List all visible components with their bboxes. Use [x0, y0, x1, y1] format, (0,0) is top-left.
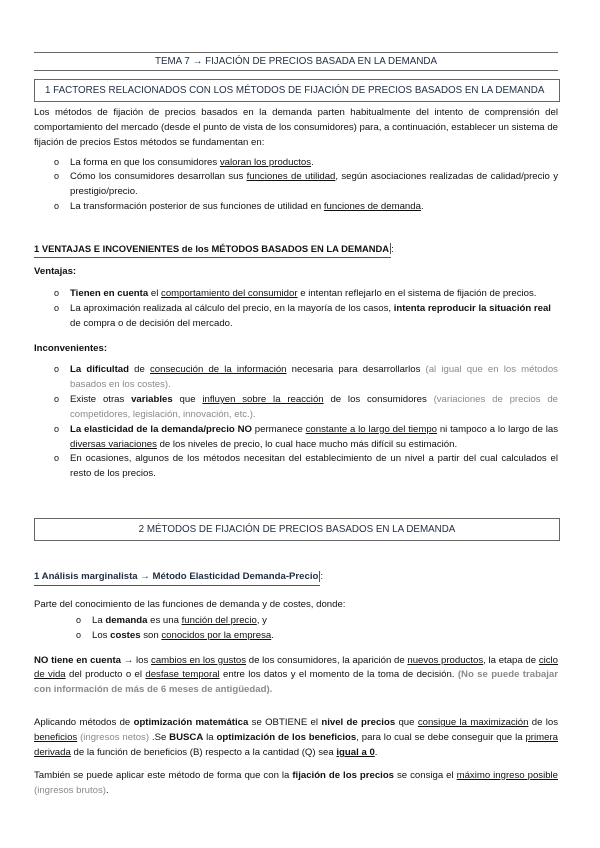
paragraph: Aplicando métodos de optimización matemática se OBTIENE el nivel de precios que consigue la maximización de los beneficios (ingresos netos) .Se BUSCA la optimización de los beneficios, para lo cual se debe conseguir que la primera derivada de la función de beneficios (B) respecto a la cantidad (Q) sea igual a 0. [34, 717, 559, 758]
list-item: o La aproximación realizada al cálculo del precio, en la mayoría de los casos, intenta reproducir la situación real de compra o de decisión del mercado. [34, 302, 558, 332]
section-heading-factores: 1 FACTORES RELACIONADOS CON LOS MÉTODOS DE FIJACIÓN DE PRECIOS BASADOS EN LA DEMANDA [34, 79, 560, 102]
list-item: o La demanda es una función del precio, y [34, 614, 558, 629]
demanda-list [34, 614, 558, 644]
list-item: o Tienen en cuenta el comportamiento del consumidor e intentan reflejarlo en el sistema de fijación de precios. [34, 287, 558, 302]
metodos-body [34, 598, 558, 798]
list-item: o Cómo los consumidores desarrollan sus funciones de utilidad, según asociaciones realizadas de calidad/precio y prestigio/precio. [34, 170, 558, 200]
paragraph: También se puede aplicar este método de forma que con la fijación de los precios se consiga el máximo ingreso posible (ingresos brutos). [34, 769, 559, 796]
list-item: o La elasticidad de la demanda/precio NO permanece constante a lo largo del tiempo ni tampoco a lo largo de las diversas variaciones de los niveles de precio, lo cual hace mucho más difícil su estimación. [34, 423, 558, 453]
ventajas-label: Ventajas: [34, 266, 77, 277]
list-item: o La transformación posterior de sus funciones de utilidad en funciones de demanda. [34, 200, 558, 215]
intro-paragraph: Los métodos de fijación de precios basados en la demanda parten habitualmente del intento de comprensión del comportamiento del mercado (desde el punto de vista de los consumidores) para, a continuación, establecer un sistema de fijación de precios Estos métodos se fundamentan en: [34, 107, 558, 148]
list-item: o La forma en que los consumidores valoran los productos. [34, 156, 558, 171]
paragraph: Parte del conocimiento de las funciones de demanda y de costes, donde: [34, 599, 346, 610]
subsection-heading: 1 Análisis marginalista → Método Elasticidad Demanda-Precio : [34, 570, 558, 586]
factores-list [34, 156, 558, 215]
paragraph: NO tiene en cuenta → los cambios en los gustos de los consumidores, la aparición de nuevos productos, la etapa de ciclo de vida del producto o el desfase temporal entre los datos y el momento de la toma de decisión. (No se puede trabajar con información de más de 6 meses de antigüedad). [34, 654, 559, 696]
ventajas-heading: 1 VENTAJAS E INCOVENIENTES de los MÉTODOS BASADOS EN LA DEMANDA : [34, 242, 558, 258]
inconvenientes-label: Inconvenientes: [34, 343, 108, 355]
section-factores-body [34, 106, 558, 215]
list-item: o Existe otras variables que influyen sobre la reacción de los consumidores (variaciones de precios de competidores, legislación, innovación, etc.). [34, 393, 558, 423]
list-item: o Los costes son conocidos por la empresa. [34, 629, 558, 644]
section-heading-metodos: 2 MÉTODOS DE FIJACIÓN DE PRECIOS BASADOS EN LA DEMANDA [34, 518, 560, 541]
ventajas-list [34, 287, 558, 332]
page-title: TEMA 7 → FIJACIÓN DE PRECIOS BASADA EN LA DEMANDA [34, 52, 558, 71]
list-item: o La dificultad de consecución de la información necesaria para desarrollarlos (al igual que en los métodos basados en los costes). [34, 363, 558, 393]
inconvenientes-list [34, 363, 558, 482]
ventajas-block [34, 265, 558, 482]
list-item: o En ocasiones, algunos de los métodos necesitan del establecimiento de un nivel a partir del cual calculados el resto de los precios. [34, 452, 558, 482]
